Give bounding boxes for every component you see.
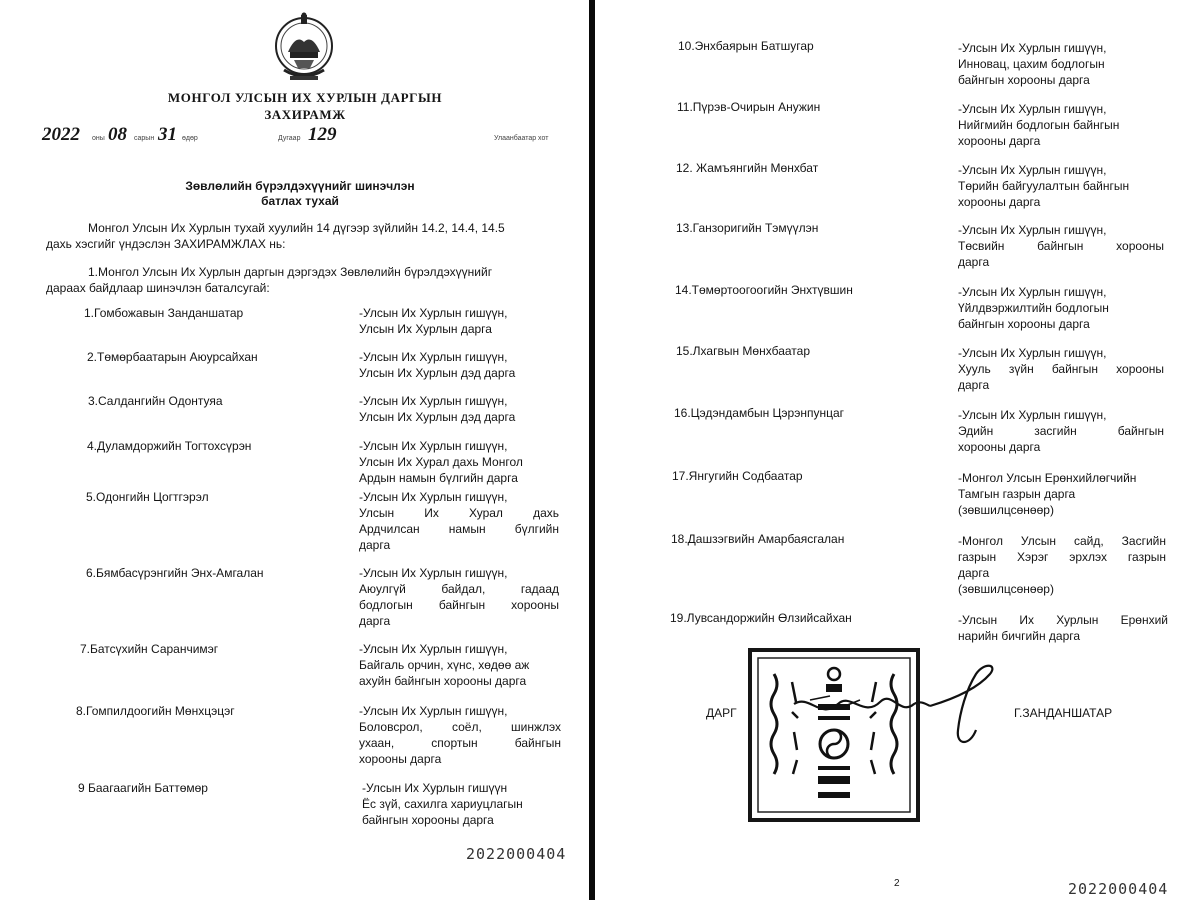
member-role: -Улсын Их Хурлын гишүүн, Үйлдвэржилтийн бодлогын байнгын хорооны дарга — [958, 285, 1109, 331]
member-role: -Улсын Их Хурлын гишүүн, Төрийн байгуулалтын байнгын хорооны дарга — [958, 163, 1130, 209]
date-month-word: сарын — [134, 135, 155, 142]
member-name: 9 Баагаагийн Баттөмөр — [78, 781, 208, 795]
member-role: -Улсын Их Хурлын гишүүн, Боловсрол, соёл, шинжлэх ухаан, спортын байнгын хорооны дарга — [359, 704, 561, 766]
document-number: 129 — [308, 124, 337, 145]
date-year-word: оны — [92, 135, 105, 142]
subject-line-2: батлах тухай — [261, 194, 339, 208]
member-role: -Улсын Их Хурлын гишүүн, Хууль зүйн байнгын хорооны дарга — [958, 346, 1164, 392]
member-name: 12. Жамъянгийн Мөнхбат — [676, 161, 819, 175]
state-emblem-icon — [272, 12, 336, 92]
member-role: -Монгол Улсын сайд, Засгийн газрын Хэрэг эрхлэх газрын дарга (зөвшилцсөнөөр) — [958, 534, 1166, 596]
document-serial-number: 2022000404 — [466, 845, 567, 863]
member-name: 3.Салдангийн Одонтуяа — [88, 394, 223, 408]
member-role: -Улсын Их Хурлын гишүүн Ёс зүй, сахилга хариуцлагын байнгын хорооны дарга — [362, 781, 523, 827]
handwritten-signature — [780, 660, 1010, 750]
org-name: МОНГОЛ УЛСЫН ИХ ХУРЛЫН ДАРГЫН — [167, 90, 443, 105]
member-name: 14.Төмөртоогоогийн Энхтүвшин — [675, 283, 853, 297]
document-serial-number: 2022000404 — [1068, 880, 1169, 898]
member-name: 4.Дуламдоржийн Тогтохсүрэн — [87, 439, 252, 453]
member-role: -Улсын Их Хурлын Ерөнхий нарийн бичгийн дарга — [958, 613, 1168, 643]
member-name: 13.Ганзоригийн Тэмүүлэн — [676, 221, 819, 235]
document-type: ЗАХИРАМЖ — [264, 107, 346, 122]
member-name: 16.Цэдэндамбын Цэрэнпунцаг — [674, 406, 845, 420]
date-day-word: өдөр — [182, 135, 198, 142]
date-day: 31 — [158, 124, 177, 145]
document-page-1 — [0, 0, 589, 900]
member-role: -Улсын Их Хурлын гишүүн, Эдийн засгийн байнгын хорооны дарга — [958, 408, 1164, 454]
member-role: -Улсын Их Хурлын гишүүн, Улсын Их Хурал дахь Монгол Ардын намын бүлгийн дарга — [359, 439, 523, 485]
member-role: -Монгол Улсын Ерөнхийлөгчийн Тамгын газрын дарга (зөвшилцсөнөөр) — [958, 471, 1137, 517]
preamble-line-1: Монгол Улсын Их Хурлын тухай хуулийн 14 дүгээр зүйлийн 14.2, 14.4, 14.5 — [88, 221, 505, 235]
member-role: -Улсын Их Хурлын гишүүн, Нийгмийн бодлогын байнгын хорооны дарга — [958, 102, 1120, 148]
member-name: 1.Гомбожавын Занданшатар — [84, 306, 244, 320]
number-label: Дугаар — [278, 135, 301, 142]
date-month: 08 — [108, 124, 127, 145]
member-name: 11.Пүрэв-Очирын Анужин — [677, 100, 821, 114]
page-number: 2 — [894, 878, 900, 889]
signer-name: Г.ЗАНДАНШАТАР — [1014, 706, 1113, 720]
member-name: 17.Янгугийн Содбаатар — [672, 469, 803, 483]
member-role: -Улсын Их Хурлын гишүүн, Байгаль орчин, хүнс, хөдөө аж ахуйн байнгын хорооны дарга — [359, 642, 530, 688]
member-role: -Улсын Их Хурлын гишүүн, Инновац, цахим бодлогын байнгын хорооны дарга — [958, 41, 1107, 87]
member-name: 2.Төмөрбаатарын Аюурсайхан — [87, 350, 258, 364]
preamble-line-2: дахь хэсгийг үндэслэн ЗАХИРАМЖЛАХ нь: — [46, 237, 286, 251]
member-name: 8.Гомпилдоогийн Мөнхцэцэг — [76, 704, 235, 718]
member-role: -Улсын Их Хурлын гишүүн, Аюулгүй байдал, гадаад бодлогын байнгын хорооны дарга — [359, 566, 559, 628]
member-role: -Улсын Их Хурлын гишүүн, Улсын Их Хурлын дэд дарга — [359, 350, 516, 380]
member-role: -Улсын Их Хурлын гишүүн, Улсын Их Хурлын дарга — [359, 306, 508, 336]
date-year: 2022 — [42, 124, 80, 145]
member-name: 6.Бямбасүрэнгийн Энх-Амгалан — [86, 566, 264, 580]
member-role: -Улсын Их Хурлын гишүүн, Улсын Их Хурлын дэд дарга — [359, 394, 516, 424]
member-name: 15.Лхагвын Мөнхбаатар — [676, 344, 810, 358]
member-role: -Улсын Их Хурлын гишүүн, Улсын Их Хурал дахь Ардчилсан намын бүлгийн дарга — [359, 490, 559, 552]
member-role: -Улсын Их Хурлын гишүүн, Төсвийн байнгын хорооны дарга — [958, 223, 1164, 269]
member-name: 18.Дашзэгвийн Амарбаясгалан — [671, 532, 845, 546]
place-label: Улаанбаатар хот — [494, 135, 549, 142]
member-name: 19.Лувсандоржийн Өлзийсайхан — [670, 611, 852, 625]
member-name: 5.Одонгийн Цогтгэрэл — [86, 490, 209, 504]
clause-line-2: дараах байдлаар шинэчлэн баталсугай: — [46, 281, 270, 295]
signature-title: ДАРГ — [706, 706, 737, 720]
member-name: 10.Энхбаярын Батшугар — [678, 39, 814, 53]
subject-line-1: Зөвлөлийн бүрэлдэхүүнийг шинэчлэн — [185, 179, 415, 193]
member-name: 7.Батсүхийн Саранчимэг — [80, 642, 219, 656]
clause-line-1: 1.Монгол Улсын Их Хурлын даргын дэргэдэх Зөвлөлийн бүрэлдэхүүнийг — [88, 265, 493, 279]
